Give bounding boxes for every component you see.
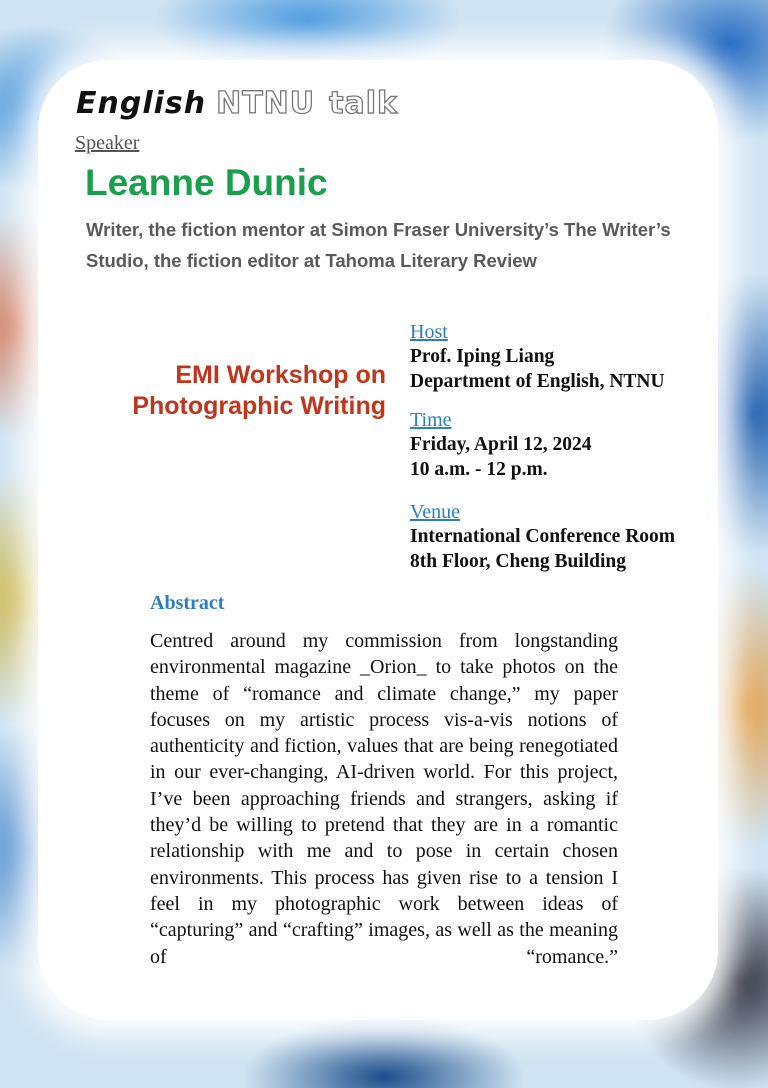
host-label: Host — [410, 321, 448, 343]
host-section — [410, 320, 740, 394]
abstract-title: Abstract — [150, 592, 225, 614]
venue-section — [410, 500, 740, 574]
brand-logo — [76, 86, 398, 121]
speaker-title: Writer, the fiction mentor at Simon Fraser University’s The Writer’s Studio, the fiction editor at Tahoma Literary Review — [86, 219, 671, 271]
event-date: Friday, April 12, 2024 — [410, 434, 592, 455]
workshop-title — [60, 360, 386, 422]
time-label: Time — [410, 409, 452, 431]
venue-label: Venue — [410, 501, 460, 523]
abstract-body: Centred around my commission from longstanding environmental magazine _Orion_ to take photos on the theme of “romance and climate change,” my paper focuses on my artistic process vis-a-vis notions of authenticity and fiction, values that are being renegotiated in our ever-changing, AI-driven world. For this project, I’ve been approaching friends and strangers, asking if they’d be willing to pretend that they are in a romantic relationship with me and to pose in certain chosen environments. This process has given rise to a tension I feel in my photographic work between ideas of “capturing” and “crafting” images, as well as the meaning of “romance.” — [150, 630, 618, 968]
workshop-title-line1: EMI Workshop on — [175, 361, 386, 389]
brand-word-talk: talk — [329, 86, 398, 121]
time-section — [410, 408, 740, 482]
workshop-title-line2: Photographic Writing — [132, 392, 386, 420]
brand-word-ntnu: NTNU — [216, 86, 316, 121]
speaker-name: Leanne Dunic — [85, 162, 328, 203]
host-department: Department of English, NTNU — [410, 371, 665, 392]
speaker-label: Speaker — [75, 132, 140, 154]
event-hours: 10 a.m. - 12 p.m. — [410, 459, 548, 480]
venue-room: International Conference Room — [410, 526, 676, 547]
venue-floor: 8th Floor, Cheng Building — [410, 551, 627, 572]
host-name: Prof. Iping Liang — [410, 346, 555, 367]
brand-word-english: English — [76, 86, 207, 121]
